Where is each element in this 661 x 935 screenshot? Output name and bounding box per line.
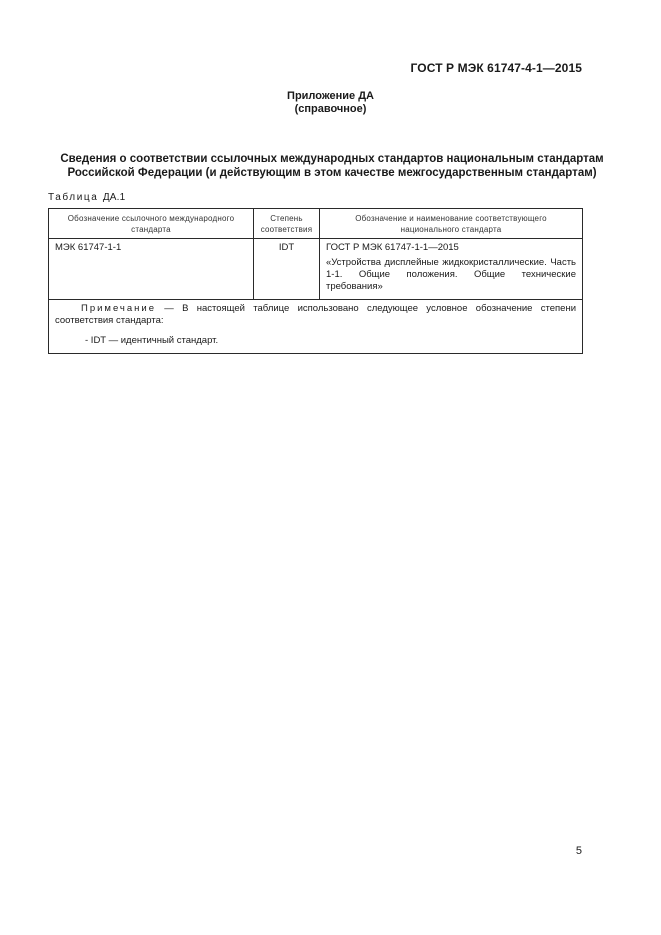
table-caption-word: Таблица	[48, 192, 99, 203]
annex-heading	[0, 90, 661, 116]
section-title	[48, 152, 616, 180]
annex-title: Приложение ДА	[287, 90, 374, 102]
document-code: ГОСТ Р МЭК 61747-4-1—2015	[410, 61, 582, 75]
note-cell	[49, 300, 583, 354]
note-label: Примечание	[81, 303, 156, 314]
note-body: — В настоящей таблице использовано следующее условное обозначение степени соответствия стандарта:	[55, 303, 576, 326]
section-title-line-2: Российской Федерации (и действующим в этом качестве межгосударственным стандартам)	[67, 167, 597, 179]
column-header-national: Обозначение и наименование соответствующего национального стандарта	[320, 209, 583, 239]
page-number: 5	[575, 845, 582, 857]
table-note-row	[49, 300, 583, 354]
table-caption	[48, 192, 125, 203]
correspondence-table	[48, 208, 583, 354]
column-header-international: Обозначение ссылочного международного стандарта	[49, 209, 254, 239]
annex-subtitle: (справочное)	[294, 103, 367, 115]
note-text	[55, 303, 576, 327]
cell-international-standard: МЭК 61747-1-1	[49, 239, 254, 300]
national-standard-name: «Устройства дисплейные жидкокристаллические. Часть 1-1. Общие положения. Общие технические требования»	[326, 257, 576, 292]
section-title-line-1: Сведения о соответствии ссылочных международных стандартов национальным стандартам	[60, 153, 604, 165]
table-header-row	[49, 209, 583, 239]
column-header-degree: Степень соответствия	[254, 209, 320, 239]
cell-degree: IDT	[254, 239, 320, 300]
note-list-item: - IDT — идентичный стандарт.	[85, 335, 219, 346]
table-caption-number: ДА.1	[102, 192, 126, 203]
cell-national-standard	[320, 239, 583, 300]
national-standard-code: ГОСТ Р МЭК 61747-1-1—2015	[326, 242, 459, 253]
table-row	[49, 239, 583, 300]
